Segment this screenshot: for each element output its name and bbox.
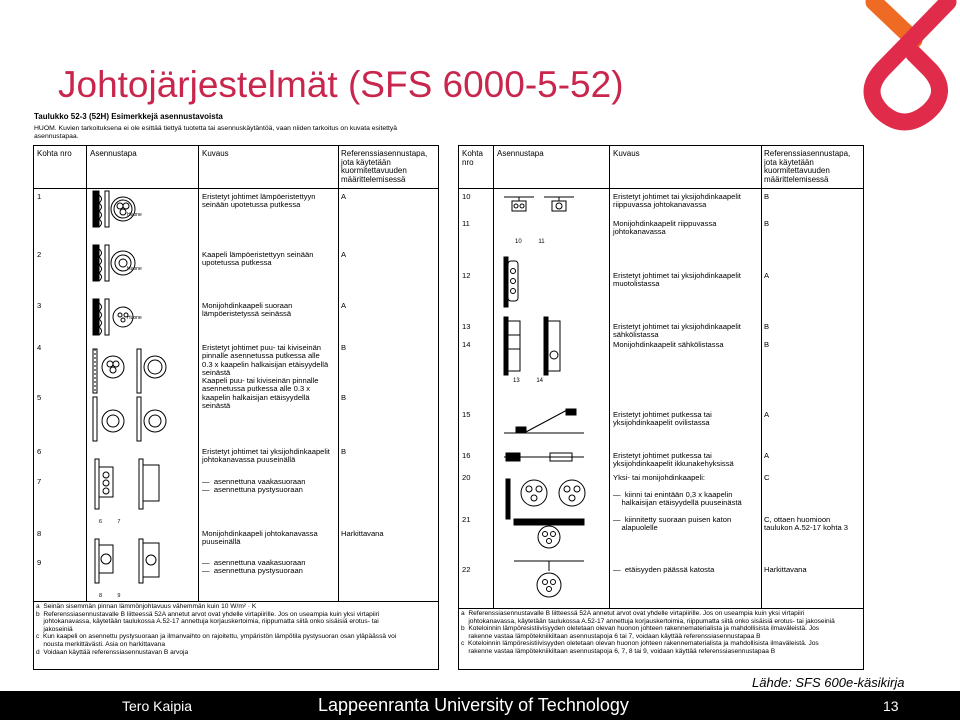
row-number: 4 [37,343,42,352]
row-reference: Harkittavana [764,565,807,574]
header-ref: Referenssiasennustapa, jota käytetään kuormitettavuuden määrittelemisessä [341,149,428,184]
slide-title: Johtojärjestelmät (SFS 6000-5-52) [58,64,624,105]
row-reference: B [764,219,770,228]
footer-bar [0,691,960,720]
row-number: 21 [462,515,471,524]
row-number: 6 [37,447,42,456]
row-description: Eristetyt johtimet puu- tai kiviseinän pinnalle asennetussa putkessa alle 0.3 x kaapelin halkaisijan etäisyydellä seinästä Kaapeli puu- tai kiviseinän pinnalle asennetussa putkessa alle 0.3 x kaapelin halkaisijan etäisyydellä seinästä [202,343,329,411]
row-description: Monijohdinkaapeli suoraan lämpöeristetyssä seinässä [202,301,293,319]
row-description: Kaapeli lämpöeristettyyn seinään upotetussa putkessa [202,250,314,268]
row-reference: B [764,192,770,201]
row-description: Monijohdinkaapelit sähkölistassa [613,340,724,349]
fig-label-8-9: 8 9 [99,593,121,599]
row-number: 1 [37,192,42,201]
fig-label-13-14: 13 14 [513,378,544,384]
table-caption: Taulukko 52-3 (52H) Esimerkkejä asennustavoista [34,112,223,121]
row-reference: B [341,343,347,352]
row-number: 3 [37,301,42,310]
table-note: HUOM. Kuvien tarkoituksena ei ole esittää tiettyä tuotetta tai asennuskäytäntöä, vaan niiden tarkoitus on kuvata esitettyä asennustapaa. [34,125,398,140]
row-reference: B [341,393,347,402]
row-reference: B [764,322,770,331]
row-description: Eristetyt johtimet tai yksijohdinkaapelit muotolistassa [613,271,741,289]
right-table [458,145,864,670]
header-kuvaus-right: Kuvaus [613,149,640,158]
row-description: — asennettuna vaakasuoraan — asennettuna pystysuoraan [202,477,306,495]
row-reference: B [341,447,347,456]
fig-label-6-7: 6 7 [99,519,121,525]
row-number: 12 [462,271,471,280]
row-number: 9 [37,558,42,567]
header-kohta-right: Kohta nro [462,149,483,167]
source-citation: Lähde: SFS 600e-käsikirja [752,675,905,690]
row-description: Eristetyt johtimet putkessa tai yksijohdinkaapelit ovilistassa [613,410,712,428]
row-description: Eristetyt johtimet tai yksijohdinkaapelit sähkölistassa [613,322,741,340]
university-logo [852,0,960,140]
row-reference: C, ottaen huomioon taulukon A.52-17 kohta 3 [764,515,849,533]
row-description: Eristetyt johtimet tai yksijohdinkaapelit johtokanavassa puuseinällä [202,447,330,465]
header-kohta: Kohta nro [37,149,72,158]
row-reference: A [341,250,347,259]
row-reference: A [341,192,347,201]
page-number: 13 [883,698,899,714]
row-number: 8 [37,529,42,538]
row-number: 5 [37,393,42,402]
row-number: 22 [462,565,471,574]
right-footnotes: a Referenssiasennustavalle B liitteessä 52A annetut arvot ovat yhdelle virtapiirille. Jos on useampia kuin yksi virtapiiri johtokanavassa, käytetään taulukossa A.52-17 annettuja korjauskertoimia, riippumatta siitä onko sisäisiä erotus- tai jakoseiniä b Koteloinnin lämpöresistiivisyyden oletetaan olevan huonon johteen rakennematerialista ja mahdollisista ilmaväleistä. Jos rakenne vastaa lämpötekniikiltaan asennustapoja 6 tai 7, voidaan käyttää referenssiasennustapaa B c Koteloinnin lämpöresistiivisyyden oletetaan olevan huonon johteen rakennematerialista ja mahdollisista ilmaväleistä. Jos rakenne vastaa lämpötekniikiltaan asennustapoja 6, 7, 8 tai 9, voidaan käyttää referenssiasennustapaa B [461,610,835,655]
row-description: Eristetyt johtimet lämpöeristettyyn seinään upotetussa putkessa [202,192,316,210]
row-description: Monijohdinkaapeli johtokanavassa puuseinällä [202,529,318,547]
row-reference: A [764,271,770,280]
row-description: Yksi- tai monijohdinkaapeli: [613,473,706,482]
row-description: Eristetyt johtimet putkessa tai yksijohdinkaapelit ikkunakehyksissä [613,451,734,469]
footer-university: Lappeenranta University of Technology [318,695,629,715]
row-number: 11 [462,219,470,228]
row-number: 7 [37,477,42,486]
row-reference: B [764,340,770,349]
row-description: — kiinni tai enintään 0,3 x kaapelin halkaisijan etäisyydellä puuseinästä [613,490,742,508]
row-description: — asennettuna vaakasuoraan — asennettuna pystysuoraan [202,558,306,576]
row-reference: A [764,410,770,419]
header-asennustapa-right: Asennustapa [497,149,544,158]
left-footnotes: a Seinän sisemmän pinnan lämmönjohtavuus vähemmän kuin 10 W/m² · K b Referenssiasennustavalle B liitteessä 52A annetut arvot ovat yhdelle virtapiirille. Jos on useampia kuin yksi virtapiiri johtokanavassa, käytetään taulukossa A.52-17 annettuja korjauskertoimia, riippumatta siitä onko sisäisiä erotus- tai jakoseiniä c Kun kaapeli on asennettu pystysuoraan ja ilmanvaihto on rajoitettu, ympäristön lämpötila pystysuoran osan yläpäässä voi nousta merkittävästi. Asia on harkittavana d Voidaan käyttää referenssiasennustavan B arvoja [36,603,397,656]
left-table [33,145,439,670]
row-description: — etäisyyden päässä katosta [613,565,715,574]
fig-label-10-11: 10 11 [515,239,545,245]
row-number: 10 [462,192,471,201]
huone-label-1: Huone [127,212,142,218]
row-reference: A [341,301,347,310]
footer-author: Tero Kaipia [122,698,193,714]
right-installation-drawings [494,189,609,608]
row-description: Eristetyt johtimet tai yksijohdinkaapelit riippuvassa johtokanavassa [613,192,741,210]
huone-label-2: Huone [127,266,142,272]
left-installation-drawings [87,189,198,601]
row-description: — kiinnitetty suoraan puisen katon alapuolelle [613,515,732,533]
row-description: Monijohdinkaapelit riippuvassa johtokanavassa [613,219,717,237]
header-ref-right: Referenssiasennustapa, jota käytetään kuormitettavuuden määrittelemisessä [764,149,851,184]
huone-label-3: Huone [127,315,142,321]
row-number: 13 [462,322,471,331]
header-kuvaus: Kuvaus [202,149,229,158]
row-reference: Harkittavana [341,529,384,538]
row-number: 14 [462,340,471,349]
row-number: 16 [462,451,471,460]
row-number: 20 [462,473,471,482]
row-reference: C [764,473,770,482]
row-number: 15 [462,410,471,419]
row-reference: A [764,451,770,460]
row-number: 2 [37,250,42,259]
header-asennustapa: Asennustapa [90,149,137,158]
